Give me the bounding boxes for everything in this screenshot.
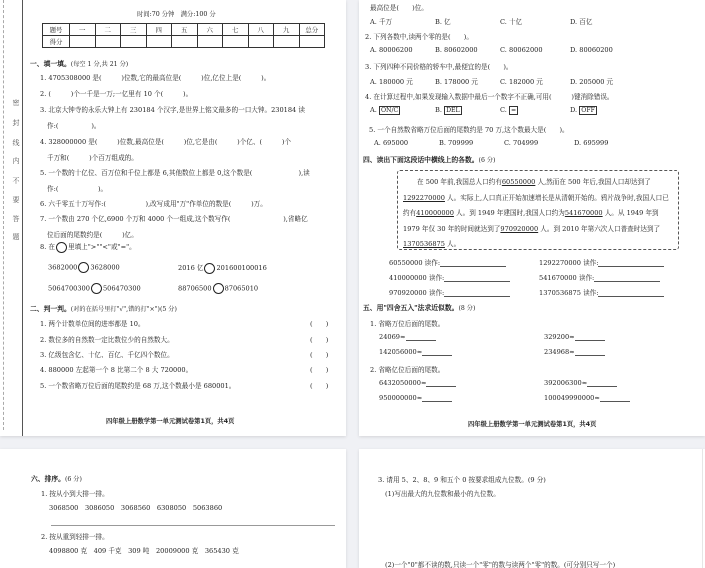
table-cell: 五 (172, 24, 198, 36)
approx-expr: 6432050000≈ (379, 379, 427, 387)
option[interactable]: C. 80062000 (500, 46, 543, 54)
question-6-3: 3. 请用 5、2、8、9 和五个 0 按要求组成九位数。(9 分) (378, 476, 546, 484)
read-label: 读作: (424, 259, 441, 267)
option[interactable] (435, 106, 462, 114)
table-cell: 二 (95, 24, 121, 36)
answer-blank[interactable] (444, 296, 510, 297)
section-note: (对的在括号里打"√",错的打"×")(5 分) (70, 306, 177, 313)
sub-question: 2. 省略亿位后面的尾数。 (370, 366, 445, 374)
question-1-6: 6. 六千零五十万写作:( ),改写成用"万"作单位的数是( )万。 (40, 200, 267, 208)
option-prefix: D. (570, 106, 578, 114)
number: 60550000 (389, 259, 423, 267)
number: 541670000 (539, 274, 577, 282)
judge-item-5: 5. 一个数省略万位后面的尾数约是 68 万,这个数最小是 680001。 (40, 382, 236, 390)
question-1-7-cont: 位后面的尾数约是( )亿。 (47, 231, 138, 239)
exam-page-2 (359, 0, 705, 436)
exam-page-3 (0, 449, 346, 568)
answer-paren[interactable]: ( ) (310, 366, 329, 374)
answer-blank[interactable] (575, 340, 605, 341)
question-3-5: 5. 一个自然数省略万位后面的尾数约是 70 万,这个数最大是( )。 (369, 126, 569, 134)
approx-item (379, 348, 452, 356)
score-cell[interactable] (197, 36, 223, 48)
answer-blank[interactable] (406, 340, 436, 341)
calculator-key: = (511, 107, 517, 114)
approx-item (379, 333, 436, 341)
calculator-key: DEL (446, 107, 460, 114)
option[interactable]: B. 亿 (435, 18, 451, 26)
score-cell[interactable] (95, 36, 121, 48)
answer-blank[interactable] (598, 296, 664, 297)
seal-text-char: 要 (12, 196, 20, 204)
sub-question: (1)写出最大的九位数和最小的九位数。 (385, 490, 500, 498)
answer-blank[interactable] (422, 401, 452, 402)
reading-passage-box (397, 170, 679, 250)
table-cell: 八 (248, 24, 274, 36)
table-cell: 六 (197, 24, 223, 36)
seal-text-char: 封 (12, 119, 20, 127)
question-1-7: 7. 一个数由 270 个亿,6900 个万和 4000 个一组成,这个数写作( ),省略亿 (40, 215, 308, 223)
answer-line[interactable] (51, 525, 335, 526)
table-cell: 九 (274, 24, 300, 36)
score-cell[interactable] (223, 36, 249, 48)
judge-item-1: 1. 两个计数单位间的进率都是 10。 (40, 320, 145, 328)
sub-question: 1. 按从小到大排一排。 (41, 490, 109, 498)
underlined-number: 1370536875 (403, 240, 445, 248)
section-note: (6 分) (64, 476, 82, 483)
section-note: (每空 1 分,共 21 分) (70, 61, 129, 68)
option[interactable]: A. 695000 (374, 139, 409, 147)
compare-right: 3628000 (90, 263, 120, 272)
table-cell: 三 (121, 24, 147, 36)
read-label: 读作: (583, 289, 599, 297)
score-cell[interactable] (121, 36, 147, 48)
sub-question: (2)一个"0"都不读的数,只读一个"零"的数与读两个"零"的数。(可分别只写一个) (385, 561, 616, 568)
passage-text: 人。从 1949 年到 1979 年仅 30 年的时间就达到了 (403, 209, 659, 233)
exam-page-1 (0, 0, 346, 436)
compare-item (178, 262, 267, 274)
compare-item (48, 283, 141, 294)
compare-circle-input[interactable] (78, 262, 89, 273)
answer-blank[interactable] (575, 355, 605, 356)
read-label: 读作: (428, 274, 445, 282)
exam-meta: 时间:70 分钟 满分:100 分 (137, 11, 216, 18)
score-cell[interactable] (70, 36, 96, 48)
compare-item (178, 283, 258, 294)
section-note: (6 分) (478, 157, 496, 164)
approx-expr: 392006300≈ (544, 379, 588, 387)
score-cell[interactable] (146, 36, 172, 48)
option[interactable]: A. 80006200 (370, 46, 413, 54)
approx-item (544, 348, 605, 356)
answer-paren[interactable]: ( ) (310, 336, 329, 344)
option[interactable] (570, 106, 597, 114)
approx-expr: 24069≈ (379, 333, 406, 341)
section-title: 六、排序。 (31, 475, 65, 483)
score-cell[interactable] (248, 36, 274, 48)
section-6-heading (31, 473, 82, 483)
compare-right: 506470300 (102, 284, 141, 293)
passage-text: 在 500 年前,我国总人口约有 (417, 178, 502, 186)
section-2-heading (30, 303, 177, 313)
answer-blank[interactable] (594, 281, 660, 282)
question-1-3: 3. 北京大钟寺的永乐大钟上有 230184 个汉字,是世界上铭文最多的一口大钟。230184 读 (40, 106, 305, 114)
option[interactable] (500, 106, 518, 114)
option[interactable]: C. 182000 元 (500, 78, 543, 86)
section-title: 二、判一判。 (30, 305, 71, 313)
score-table (42, 23, 325, 48)
circle-icon (56, 242, 67, 253)
table-cell: 七 (223, 24, 249, 36)
number: 1292270000 (539, 259, 581, 267)
read-item (539, 272, 660, 282)
sub-question: 2. 按从重到轻排一排。 (41, 533, 109, 541)
question-1-4-cont: 千万和( )个百万组成的。 (47, 154, 138, 162)
judge-item-3: 3. 亿级包含亿、十亿、百亿、千亿四个数位。 (40, 351, 174, 359)
option-prefix: B. (435, 106, 442, 114)
calculator-key: OFF (581, 107, 595, 114)
underlined-number: 541670000 (564, 209, 603, 217)
answer-blank[interactable] (587, 386, 617, 387)
question-3-3: 3. 下列四种不同价格的轿车中,最便宜的是( )。 (365, 63, 513, 71)
compare-right: 201600100016 (216, 264, 267, 272)
question-1-4: 4. 328000000 是( )位数,最高位是( )位,它是由( )个亿、( )个 (40, 138, 292, 146)
underlined-number: 970920000 (500, 224, 539, 233)
score-table-header-row (43, 24, 325, 36)
underlined-number: 410000000 (416, 209, 454, 217)
answer-blank[interactable] (600, 401, 630, 402)
section-note: (8 分) (458, 305, 476, 312)
read-item (389, 257, 506, 267)
exam-page-4 (359, 449, 705, 568)
compare-circle-input[interactable] (213, 283, 224, 294)
question-3-1-tail: 最高位是( )位。 (370, 4, 428, 12)
seal-text-char: 内 (12, 157, 20, 165)
option[interactable]: B. 709999 (439, 139, 474, 147)
seal-text-char: 密 (12, 99, 20, 107)
seal-text-char: 不 (12, 177, 20, 185)
answer-paren[interactable]: ( ) (310, 320, 329, 328)
question-3-4: 4. 在计算过程中,如果发现输入数据中最后一个数字不正确,可用( )键消除错误。 (365, 93, 614, 101)
page-footer: 四年级上册数学第一单元测试卷第1页，共4页 (468, 421, 597, 428)
option[interactable]: D. 80060200 (570, 46, 613, 54)
answer-blank[interactable] (426, 386, 456, 387)
score-cell[interactable] (274, 36, 300, 48)
approx-expr: 950000000≈ (379, 394, 423, 402)
score-cell[interactable] (299, 36, 325, 48)
approx-item (544, 394, 630, 402)
question-1-8 (40, 241, 136, 253)
table-cell: 题号 (43, 24, 70, 36)
question-3-2: 2. 下列各数中,读两个零的是( )。 (365, 33, 473, 41)
calculator-key: ON/C (380, 107, 399, 114)
passage-text: 人。到 1949 年建国时,我国人口约为 (453, 209, 565, 217)
compare-left: 3682000 (48, 263, 78, 272)
section-title: 五、用"四舍五入"法求近似数。 (363, 304, 459, 312)
page-footer: 四年级上册数学第一单元测试卷第1页，共4页 (106, 418, 235, 425)
answer-blank[interactable] (444, 281, 510, 282)
option[interactable]: B. 178000 元 (435, 78, 478, 86)
sort-values: 4098800 克 409 千克 309 吨 20009000 克 365430 克 (49, 547, 239, 555)
question-text: 8. 在 (40, 243, 55, 251)
question-1-3-cont: 作:( )。 (47, 122, 101, 130)
question-text: 里填上">""<"或"="。 (67, 243, 136, 251)
option[interactable]: A. 180000 元 (370, 78, 413, 86)
option-prefix: A. (370, 106, 377, 114)
read-item (539, 257, 664, 267)
answer-blank[interactable] (440, 266, 506, 267)
option[interactable]: C. 十亿 (500, 18, 523, 26)
compare-circle-input[interactable] (204, 263, 215, 274)
sort-values: 3068500 3086050 3068560 6308050 5063860 (49, 504, 223, 512)
answer-paren[interactable]: ( ) (310, 382, 329, 390)
underlined-number: 60550000 (501, 178, 536, 186)
approx-expr: 329200≈ (544, 333, 575, 341)
underlined-number: 1292270000 (403, 193, 445, 202)
answer-paren[interactable]: ( ) (310, 351, 329, 359)
option[interactable]: D. 205000 元 (570, 78, 614, 86)
table-cell: 四 (146, 24, 172, 36)
read-item (389, 287, 510, 297)
question-1-1: 1. 4705308000 是( )位数,它的最高位是( )位,亿位上是( )。 (40, 74, 271, 82)
approx-item (544, 379, 617, 387)
approx-expr: 100049990000≈ (544, 394, 600, 402)
compare-left: 5064700300 (48, 284, 90, 293)
question-1-5: 5. 一个数的十亿位、百万位和千位上都是 6,其他数位上都是 0,这个数是( ),读 (40, 169, 310, 177)
approx-expr: 234968≈ (544, 348, 575, 356)
option[interactable]: D. 695999 (574, 139, 609, 147)
section-1-heading (30, 58, 128, 68)
read-label: 读作: (578, 274, 595, 282)
compare-circle-input[interactable] (91, 283, 102, 294)
sub-question: 1. 省略万位后面的尾数。 (370, 320, 445, 328)
number: 410000000 (389, 274, 427, 282)
passage-text: 人。 (444, 240, 461, 248)
option[interactable]: A. 千万 (370, 18, 393, 26)
approx-expr: 142056000≈ (379, 348, 423, 356)
seal-text-char: 答 (12, 215, 20, 223)
section-title: 四、读出下面这段话中横线上的各数。 (363, 156, 479, 164)
read-label: 读作: (428, 289, 445, 297)
approx-item (379, 394, 452, 402)
passage-text: 人。到 2010 年第六次人口普查时达到了 (538, 224, 661, 233)
section-4-heading (363, 154, 495, 164)
seal-text-char: 题 (12, 233, 20, 241)
table-cell: 得分 (43, 36, 70, 48)
seal-text-char: 线 (12, 139, 20, 147)
approx-item (544, 333, 605, 341)
approx-item (379, 379, 456, 387)
read-item (539, 287, 664, 297)
judge-item-2: 2. 数位多的自然数一定比数位少的自然数大。 (40, 336, 174, 344)
option[interactable] (370, 106, 400, 114)
answer-blank[interactable] (422, 355, 452, 356)
compare-right: 87065010 (224, 284, 259, 293)
score-table-score-row (43, 36, 325, 48)
compare-item (48, 262, 120, 273)
option[interactable]: C. 704999 (504, 139, 539, 147)
compare-left: 88706500 (178, 284, 212, 293)
binding-dashed-line (3, 0, 5, 430)
passage-text: 人,然而在 500 年后,我国人口却达到了 (535, 178, 651, 186)
compare-left: 2016 亿 (178, 264, 204, 272)
score-cell[interactable] (172, 36, 198, 48)
read-label: 读作: (583, 259, 599, 267)
number: 1370536875 (539, 289, 581, 297)
read-item (389, 272, 510, 282)
passage-text: 人。实际上,人口真正开始加速增长是从清朝开始的。鸦片战争时,我国人口已约有 (403, 193, 669, 217)
section-title: 一、填一填。 (30, 60, 71, 68)
option[interactable]: D. 百亿 (570, 18, 593, 26)
margin-line (22, 0, 23, 436)
number: 970920000 (389, 289, 427, 297)
option-prefix: C. (500, 106, 507, 114)
judge-item-4: 4. 880000 左起第一个 8 比第二个 8 大 720000。 (40, 366, 193, 374)
question-1-5-cont: 作:( )。 (47, 185, 108, 193)
table-cell: 一 (70, 24, 96, 36)
question-1-2: 2. ( )个一千是一万;一亿里有 10 个( )。 (40, 90, 193, 98)
answer-blank[interactable] (598, 266, 664, 267)
option[interactable]: B. 80602000 (435, 46, 478, 54)
section-5-heading (363, 302, 475, 312)
table-cell: 总分 (299, 24, 325, 36)
